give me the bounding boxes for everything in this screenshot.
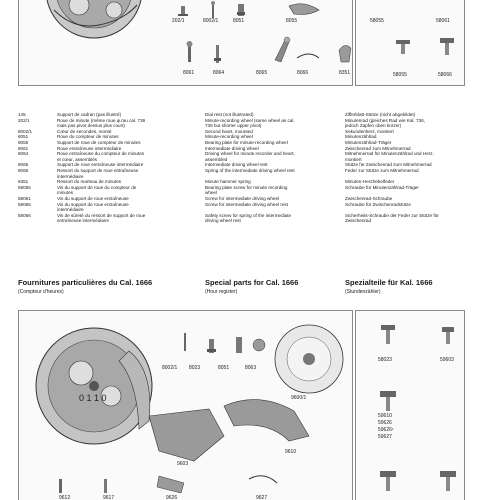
parts-list-row: minutes	[57, 190, 74, 196]
part-8051	[237, 4, 245, 16]
part-label: 8055	[286, 18, 298, 24]
parts-list-row: 202/1	[18, 117, 30, 123]
parts-list-row: Driving wheel for minute recorder and heart,	[205, 151, 295, 157]
french-subheading: (Compteur d'heures)	[18, 289, 64, 295]
part-9600-1	[275, 325, 343, 393]
english-subheading: (Hour register)	[205, 289, 238, 295]
part-label: 58061	[436, 18, 450, 24]
part-8051	[236, 337, 242, 353]
french-description-column	[57, 112, 197, 224]
german-description-column	[345, 112, 475, 224]
part-9610	[224, 400, 309, 441]
part-label: 9627	[256, 495, 268, 500]
screw-icon	[396, 40, 410, 54]
parts-list-row: Minutenrad (gleiches Rad wie Kal. 736,	[345, 117, 425, 123]
top-screws-illustration	[355, 0, 465, 86]
part-9626	[157, 476, 184, 493]
bottom-parts-illustration	[18, 310, 353, 500]
parts-list-row: 8002/1	[18, 128, 33, 134]
parts-list-row: et cœur, assemblés	[57, 156, 98, 162]
part-label: 8002/1	[203, 18, 219, 24]
screw-icon	[440, 38, 454, 55]
parts-list-row: Zwischenrad-Schraube	[345, 195, 393, 201]
part-label: 202/1	[172, 18, 185, 24]
screw-icon	[442, 327, 454, 344]
part-label: 58023	[378, 357, 392, 363]
parts-list-row: Support de roue entraîneuse intermédiaire	[57, 162, 144, 168]
parts-list-row: Schraube für Minutenzählrad-Träger	[345, 184, 419, 190]
parts-list-row: 736 but shorter upper pivot)	[205, 123, 262, 129]
parts-list-row: Ressort du support de roue entraîneuse	[57, 167, 139, 173]
parts-list-row: Ressort du marteau de minutes	[57, 179, 122, 185]
parts-list-row: intermédiaire	[57, 173, 84, 179]
parts-list-row: driving wheel rest	[205, 218, 241, 224]
parts-list-row: 58061	[18, 195, 31, 201]
part-label: 9610	[285, 449, 297, 455]
parts-list-row: Support de roue de compteur de minutes	[57, 139, 141, 145]
parts-list-row: Zwischenrad zum Mitnehmerrad	[345, 145, 411, 151]
part-8055	[289, 4, 319, 15]
screw-icon	[381, 325, 395, 344]
part-label: 8051	[218, 365, 230, 371]
part-label: 59610	[378, 413, 392, 419]
part-label: 8051	[233, 18, 245, 24]
parts-list-row: Intermediate driving wheel	[205, 145, 259, 151]
part-label: 8002/1	[162, 365, 178, 371]
parts-list-row: Minute-recording wheel	[205, 134, 253, 140]
part-label: 9617	[103, 495, 115, 500]
parts-list-row: Roue entraîneuse du compteur de minutes	[57, 151, 145, 157]
part-9603	[149, 409, 224, 461]
parts-list-row: jedoch Zapfen oben kürzer)	[345, 123, 402, 129]
parts-list-row: Vis du support de roue entraîneuse	[57, 201, 129, 207]
parts-list-row: Roue de minute (même roue qu'au cal. 736	[57, 117, 146, 123]
part-8061	[187, 41, 193, 62]
part-202-1	[178, 6, 188, 16]
bottom-parts-drawing	[19, 311, 354, 500]
parts-list-row: Minutenzählrad-Träger	[345, 139, 392, 145]
parts-list-row: Roue du compteur de minutes	[57, 134, 119, 140]
parts-list-row: 8066	[18, 167, 29, 173]
parts-list-row: 8064	[18, 151, 29, 157]
part-9627	[249, 476, 277, 483]
part-label: 59626¹	[378, 427, 394, 433]
parts-list-row: Vis de sûreté du ressort de support de roue	[57, 212, 146, 218]
movement-illustration	[46, 0, 142, 38]
part-label: 58055	[370, 18, 384, 24]
part-label: 59603	[440, 357, 454, 363]
screw-icon	[380, 391, 396, 411]
parts-list-row: Stütze für Zwischenrad zum Mitnehmerrad	[345, 162, 432, 168]
parts-list-row: Screw for intermediate driving wheel rest	[205, 201, 288, 207]
part-8002-1	[184, 333, 186, 351]
top-parts-illustration	[18, 0, 353, 86]
english-heading: Special parts for Cal. 1666	[205, 278, 299, 287]
parts-list-row: mais pas pivot dessus plus court)	[57, 123, 125, 129]
parts-list-row: Sekundenherz, montiert	[345, 128, 394, 134]
part-label: 8063	[245, 365, 257, 371]
parts-list-row: Screw for intermediate driving wheel	[205, 195, 280, 201]
part-label: 8351	[339, 70, 351, 76]
part-label: 8065	[256, 70, 268, 76]
part-label: 58055	[393, 72, 407, 78]
screw-icon	[440, 471, 456, 491]
part-label: 9600/1	[291, 395, 307, 401]
screw-icon	[380, 471, 396, 491]
parts-list-row: 8065	[18, 162, 29, 168]
parts-list-row: 8051	[18, 134, 29, 140]
parts-list-row: Dial rest (not illustrated)	[205, 112, 254, 117]
parts-list-row: Zwischenrad	[345, 218, 372, 224]
part-label: 8064	[213, 70, 225, 76]
parts-list-row: Second heart, mounted	[205, 128, 253, 134]
bottom-screws-illustration	[355, 310, 465, 500]
part-label: 9626	[166, 495, 178, 500]
parts-list-row: 8055	[18, 139, 29, 145]
parts-list-row: Vis du support de roue du compteur de	[57, 184, 137, 190]
movement-illustration	[36, 328, 152, 444]
part-label: 59626	[378, 420, 392, 426]
parts-list-row: Minute-recording wheel (same wheel as cal.	[205, 117, 295, 123]
parts-list-row: Spring of the intermediate driving wheel rest	[205, 167, 295, 173]
parts-list-row: Cœur de secondes, monté	[57, 128, 112, 134]
part-8002-1	[211, 1, 215, 18]
parts-list-row: Minute hammer spring	[205, 179, 251, 185]
parts-list-row: Vis du support de roue entraîneuse	[57, 195, 129, 201]
parts-list-row: Bearing plate screw for minute recording	[205, 184, 288, 190]
part-8023	[207, 339, 216, 353]
parts-list-row: wheel	[205, 190, 218, 196]
parts-list-row: Mitnehmerrad für Minutenzählrad und Herz,	[345, 151, 434, 157]
parts-list-row: 58065	[18, 201, 31, 207]
part-label: 8023	[189, 365, 201, 371]
part-8064	[214, 45, 221, 63]
parts-list-row: 58055	[18, 184, 31, 190]
german-heading: Spezialteile für Kal. 1666	[345, 278, 433, 287]
dial-digits-mark: 0 1 1 0	[79, 393, 107, 403]
part-label: 58066	[438, 72, 452, 78]
part-number-column	[18, 112, 46, 218]
part-9617	[104, 479, 107, 493]
german-subheading: (Stundenzähler)	[345, 289, 381, 295]
part-8065	[275, 37, 290, 62]
part-label: 9612	[59, 495, 71, 500]
parts-list-row: montiert	[345, 156, 362, 162]
parts-list-row: Minuten-Herzhebelfeder	[345, 179, 395, 185]
part-label: 8066	[297, 70, 309, 76]
parts-list-row: Zifferblatt-Stütze (nicht abgebildet)	[345, 112, 416, 117]
parts-list-row: entraîneuse intermédiaire	[57, 218, 110, 224]
bottom-screws-drawing	[356, 311, 466, 500]
parts-list-row: intermédiaire	[57, 207, 84, 213]
parts-list-row: Roue entraîneuse intermédiaire	[57, 145, 122, 151]
part-9612	[59, 479, 62, 493]
part-8351	[339, 45, 351, 62]
part-label: 59627	[378, 434, 392, 440]
parts-list-row: Schraube für Zwischenradstütze	[345, 201, 411, 207]
parts-list-row: Minutenzählrad	[345, 134, 377, 140]
parts-list-row: Support de cadran (pas illustré)	[57, 112, 122, 117]
english-description-column	[205, 112, 335, 224]
parts-list-row: assembled	[205, 156, 228, 162]
parts-list-row: Intermediate driving wheel rest	[205, 162, 268, 168]
part-8066	[297, 54, 319, 58]
parts-list-row: 8061	[18, 145, 29, 151]
parts-list-row: 8351	[18, 179, 29, 185]
french-heading: Fournitures particulières du Cal. 1666	[18, 278, 153, 287]
parts-list-row: 58066	[18, 212, 31, 218]
parts-list-row: Sicherheits-Schraube der Feder zur Stütze für	[345, 212, 439, 218]
part-8063	[253, 339, 265, 351]
parts-list-row: Bearing plate for minute-recording wheel	[205, 139, 288, 145]
parts-list-row: 145	[18, 112, 26, 117]
part-label: 8061	[183, 70, 195, 76]
parts-list-row: Safety screw for spring of the intermediate	[205, 212, 292, 218]
parts-list-row: Feder zur Stütze zum Mitnehmerrad	[345, 167, 419, 173]
part-label: 9603	[177, 461, 189, 467]
